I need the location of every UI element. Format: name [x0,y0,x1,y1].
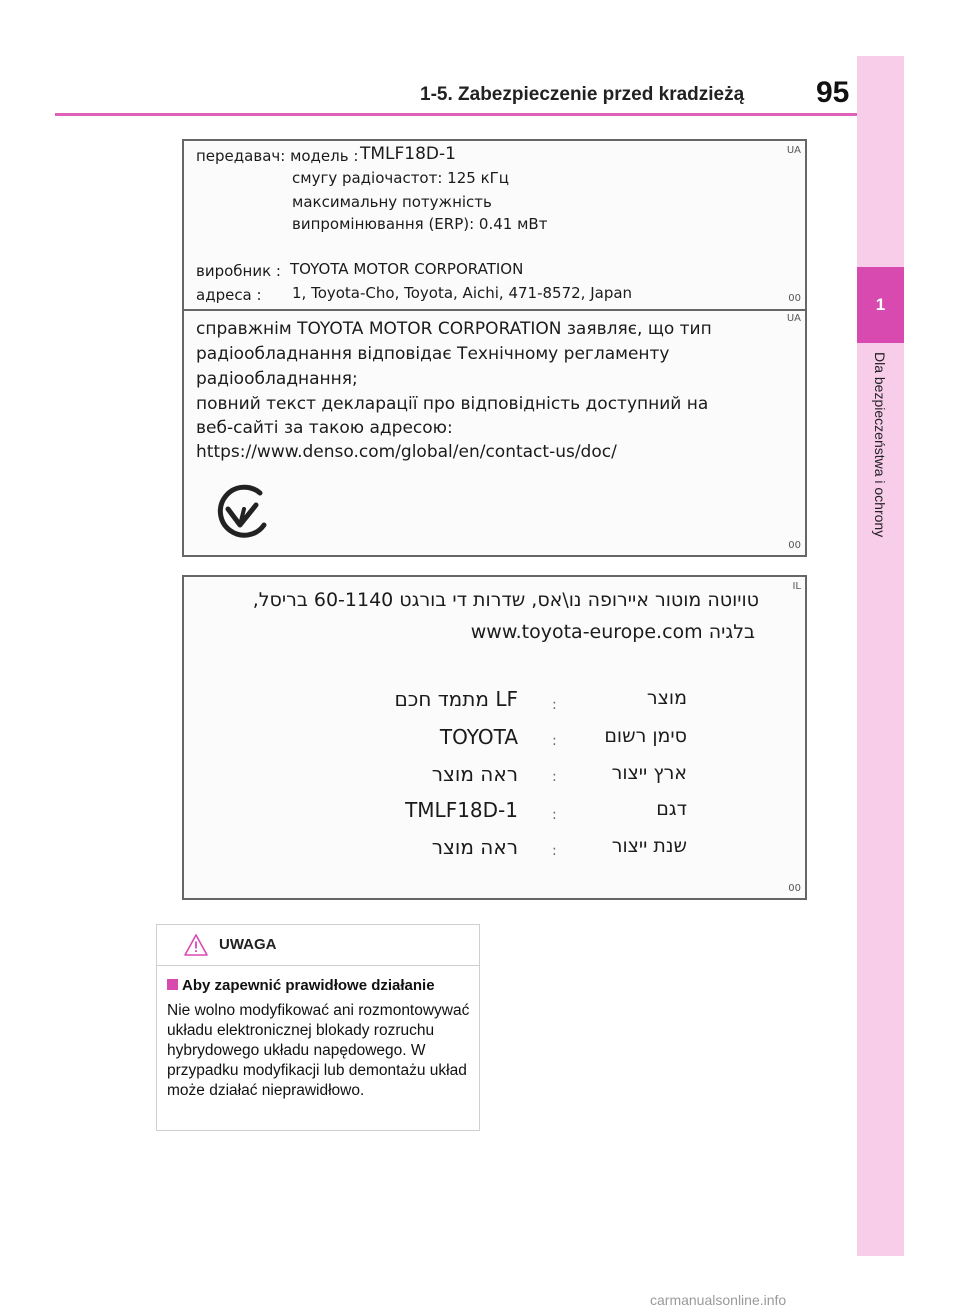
il-row-value: TOYOTA [439,725,518,749]
chapter-side-tab [857,56,904,1256]
ua-declaration-line: радіообладнання; [196,369,358,389]
label-corner-code: UA [786,145,801,156]
warning-subtitle [167,977,435,994]
il-importer-line: טויוטה מוטור איירופה נו\אס, שדרות די בורגט 60-1140 בריסל, [252,589,759,611]
il-row-key: דגם [656,798,687,820]
label-corner-code: 00 [788,293,801,304]
bullet-square-icon [167,979,178,990]
israeli-certification-label [182,575,807,900]
ua-model-value: TMLF18D-1 [360,144,456,164]
ua-label-divider [184,309,805,311]
ua-declaration-url: https://www.denso.com/global/en/contact-us/doc/ [196,442,617,462]
warning-triangle-icon [183,933,209,957]
il-row-colon: : [552,697,557,713]
ua-text-line: передавач: модель : [196,147,359,165]
ua-text-line: виробник : [196,262,281,280]
warning-box [156,924,480,1131]
ua-text-line: TOYOTA MOTOR CORPORATION [290,260,524,278]
il-row-colon: : [552,769,557,785]
warning-divider [157,965,479,966]
ua-declaration-line: радіообладнання відповідає Технічному регламенту [196,344,670,364]
il-row-key: מוצר [646,687,687,709]
ua-text-line: адреса : [196,286,262,304]
warning-subtitle-text: Aby zapewnić prawidłowe działanie [182,977,435,994]
il-row-value: ראה מוצר [431,762,518,786]
ukrainian-certification-label [182,139,807,557]
il-row-value: LF מתמד חכם [394,687,518,711]
il-row-key: ארץ ייצור [611,762,687,784]
label-corner-code: 00 [788,540,801,551]
warning-body: Nie wolno modyfikować ani rozmontowywać układu elektronicznej blokady rozruchu hybrydowego układu napędowego. W przypadku modyfikacji lub demontażu układ może działać nieprawidłowo. [167,1002,470,1099]
il-row-value: TMLF18D-1 [405,798,518,822]
ua-text-line: смугу радіочастот: 125 кГц [292,169,509,187]
il-row-key: שנת ייצור [611,835,687,857]
ua-text-line: випромінювання (ERP): 0.41 мВт [292,215,548,233]
chapter-number-tab[interactable]: 1 [857,267,904,343]
page-number: 95 [816,76,850,109]
il-row-colon: : [552,733,557,749]
header-rule [55,113,857,116]
il-row-key: סימן רשום [604,725,687,747]
ukrainian-conformity-mark-icon [210,481,274,545]
il-row-value: ראה מוצר [431,835,518,859]
il-row-colon: : [552,843,557,859]
warning-title: UWAGA [219,936,277,953]
label-corner-code: 00 [788,883,801,894]
section-title: 1-5. Zabezpieczenie przed kradzieżą [420,84,745,105]
label-corner-code: IL [792,581,801,592]
ua-text-line: 1, Toyota-Cho, Toyota, Aichi, 471-8572, Japan [292,284,633,302]
il-website-line: www.toyota-europe.com בלגיה [470,621,755,643]
il-row-colon: : [552,807,557,823]
ua-declaration-line: справжнім TOYOTA MOTOR CORPORATION заявляє, що тип [196,319,712,339]
watermark: carmanualsonline.info [650,1292,787,1308]
ua-declaration-line: повний текст декларації про відповідність доступний на [196,394,709,414]
ua-text-line: максимальну потужність [292,193,492,211]
ua-declaration-line: веб-сайті за такою адресою: [196,418,453,438]
label-corner-code: UA [786,313,801,324]
chapter-title: Dla bezpieczeństwa i ochrony [872,352,888,538]
